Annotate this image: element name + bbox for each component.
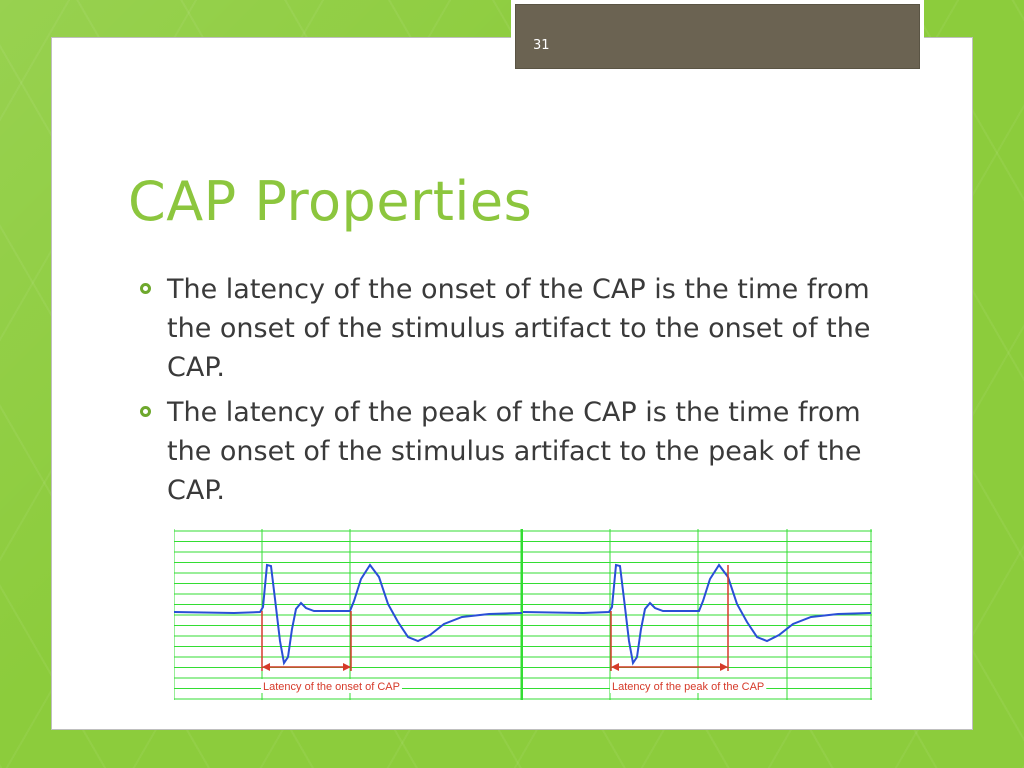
arrowhead-left [262, 663, 270, 671]
cap-trace-onset [174, 565, 522, 663]
bullet-circle-icon [140, 406, 151, 417]
waveform-panel-peak [523, 565, 871, 693]
page-number-tab [511, 0, 924, 73]
bullet-circle-icon [140, 283, 151, 294]
waveform-panel-onset [174, 565, 522, 693]
page-number: 31 [533, 38, 550, 53]
grid [174, 529, 872, 700]
bullet-list [140, 270, 900, 516]
bullet-item-onset-latency [140, 270, 900, 387]
cap-trace-peak [523, 565, 871, 663]
bullet-item-peak-latency [140, 393, 900, 510]
caption-peak-latency: Latency of the peak of the CAP [612, 681, 765, 693]
bullet-text: The latency of the onset of the CAP is the time from the onset of the stimulus artifact to the onset of the CAP. [167, 274, 871, 383]
caption-onset-latency: Latency of the onset of CAP [263, 681, 400, 693]
arrowhead-left [611, 663, 619, 671]
cap-waveform-figure [174, 529, 872, 700]
cap-waveform-svg [174, 529, 872, 700]
bullet-text: The latency of the peak of the CAP is the time from the onset of the stimulus artifact to the peak of the CAP. [167, 397, 862, 506]
page-number-tab-fill [515, 4, 920, 69]
slide-title: CAP Properties [128, 170, 533, 233]
arrowhead-right [720, 663, 728, 671]
